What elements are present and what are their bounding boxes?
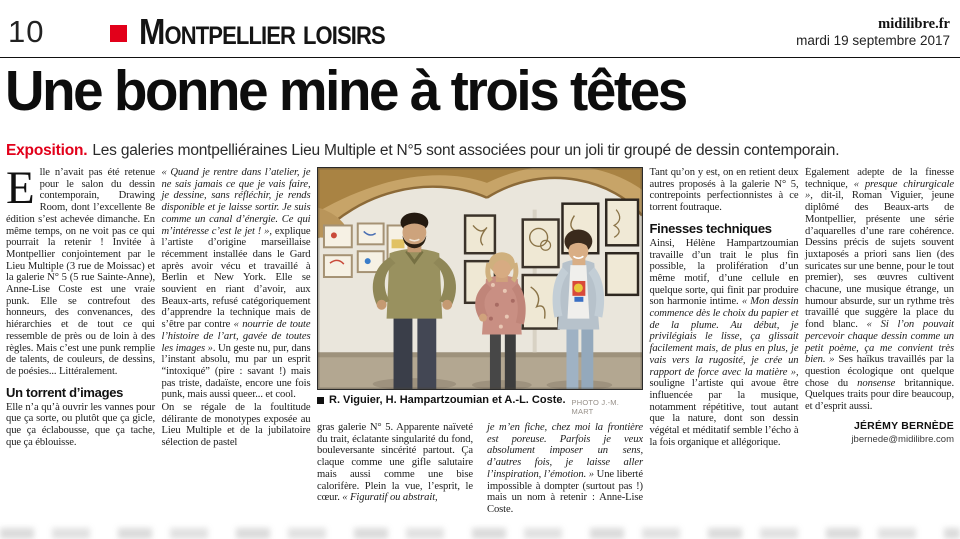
- photo-credit: PHOTO J.-M. MART: [571, 398, 620, 416]
- photo-and-columns: [317, 167, 643, 539]
- masthead-right: [796, 15, 950, 50]
- drop-cap: E: [6, 167, 35, 214]
- paragraph: Tant qu’on y est, on en retient deux autres proposés à la galerie N° 5, contrepoints perfectionnistes à ce torrent foutraque.: [649, 167, 799, 214]
- paragraph: Ainsi, Hélène Hampartzoumian travaille d’un trait le plus fin possible, la prolifération d’un même motif, d’une cellule en quelque sorte, qui finit par produire son harmonie intime. « Mon dessin commence dès le choix du papier et de la plume. Au début, je privilégiais le lisse, ça glissait facilement mais, de plus en plus, je vais vers la rugosité, je crée un rapport de force avec la matière », souligne l’artiste qui avoue être influencée par la musique, notamment répétitive, tout autant que la nature, dont son dessin végétal et méditatif semble l’écho à la fois organique et allégorique.: [649, 237, 799, 448]
- article-body: [6, 167, 954, 539]
- subhead-finesses-techniques: Finesses techniques: [649, 220, 772, 236]
- page-header: [8, 8, 950, 56]
- byline-author: JÉRÉMY BERNÈDE: [853, 419, 954, 432]
- text-column-6: [805, 167, 954, 539]
- paragraph: Elle n’avait pas été retenue pour le salon du dessin contemporain, Drawing Room, dont l’excellente 8e édition s’est achevée dimanche. En même temps, on ne voit pas ce qui pourrait la retenir ! Invitée à Montpellier conjointement par le Lieu Multiple (3 rue de Moissac) et la galerie N° 5 (5 rue Sainte-Anne), Anne-Lise Coste est une vraie punk. Elle se contrefout des honneurs, des convenances, des hiérarchies et de tout ce qui ressemble de près ou de loin à des règles. Mais c’est une punk remplie de talents, de couleurs, de dessins, de poésies... Littéralement.: [6, 167, 155, 377]
- caption-text: R. Viguier, H. Hampartzoumian et A.-L. Coste.: [329, 394, 566, 406]
- section-marker-icon: [110, 25, 127, 42]
- photo-caption: [317, 394, 643, 416]
- text-column-1: [6, 167, 155, 539]
- page-number: 10: [8, 14, 45, 49]
- gallery-photo-illustration: [318, 168, 642, 389]
- gallery-photo: [317, 167, 643, 390]
- paragraph: je m’en fiche, chez moi la frontière est poreuse. Parfois je veux absolument imposer un sens, d’autres fois, je laisse aller l’inspiration, l’émotion. » Une liberté impossible à dompter (surtout pas !) mais un nom à retenir : Anne-Lise Coste.: [487, 422, 644, 515]
- paragraph: « Quand je rentre dans l’atelier, je ne sais jamais ce que je vais faire, je dessine, sans réfléchir, je rends disponible et je laisse sortir. Je suis comme un canal d’énergie. Ce qui m’intéresse c’est le jet ! », explique l’artiste d’origine marseillaise récemment installée dans le Gard après avoir vécu et travaillé à Berlin et New York. Elle se souvient en riant d’avoir, aux Beaux-arts, refusé catégoriquement d’apprendre la technique mais de s’être par contre « nourrie de toute l’histoire de l’art, gavée de toutes les images ». Un geste nu, pur, dans l’instant absolu, mu par un esprit “intoxiqué” (pire : savant !) mais pas triste, dadaïste, encore une fois punk, mais aussi queer... et cool.: [161, 167, 311, 401]
- kicker-text: Les galeries montpelliéraines Lieu Multiple et N°5 sont associées pour un joli tir groupé de dessin contemporain.: [92, 142, 840, 159]
- under-photo-columns: [317, 422, 643, 516]
- section-title: Montpellier loisirs: [139, 11, 386, 52]
- text-column-3: [317, 422, 473, 516]
- text-column-4: [487, 422, 643, 516]
- byline-email: jbernede@midilibre.com: [851, 433, 954, 445]
- byline-block: [805, 420, 954, 445]
- article-kicker: [6, 142, 954, 160]
- text-column-5: [650, 167, 799, 539]
- caption-bullet-icon: [317, 397, 324, 404]
- edition-date: mardi 19 septembre 2017: [796, 32, 950, 48]
- paragraph: Elle n’a qu’à ouvrir les vannes pour que ça sorte, ou plutôt que ça gicle, que ça éclabousse, que ça tache, que ça éblouisse.: [6, 401, 155, 448]
- site-name: midilibre.fr: [878, 15, 950, 32]
- kicker-label: Exposition.: [6, 142, 88, 159]
- article-headline: Une bonne mine à trois têtes: [5, 59, 686, 123]
- paragraph: gras galerie N° 5. Apparente naïveté du trait, éclatante singularité du fond, bouleversante sincérité partout. Ça claque comme une gifle salutaire mais aussi comme une bise calorifère. Plein la vue, l’esprit, le cœur. « Figuratif ou abstrait,: [317, 422, 473, 504]
- paragraph: Également adepte de la finesse technique, « presque chirurgicale », dit-il, Roman Viguier, jeune diplômé des Beaux-arts de Montpellier, présente une série d’aquarelles d’une rare cohérence. Dessins précis de sujets souvent juxtaposés a priori sans lien (des suricates sur une benne, pour le tout premier), ses œuvres cultivent chacune, une musique étrange, un humour absurde, sur un rythme très travaillé que suggère la place du fond blanc. « Si l’on pouvait percevoir chaque dessin comme un petit poème, ça me convient très bien. » Ses haïkus travaillés par la question écologique ont quelque chose du nonsense britannique. Quelques traits pour dire beaucoup, et d’esprit aussi.: [805, 167, 954, 413]
- text-column-2: [162, 167, 311, 539]
- paragraph: On se régale de la foultitude délirante de monotypes exposée au Lieu Multiple et de la jubilatoire sélection de pastel: [161, 402, 311, 449]
- subhead-torrent-images: Un torrent d’images: [6, 384, 124, 400]
